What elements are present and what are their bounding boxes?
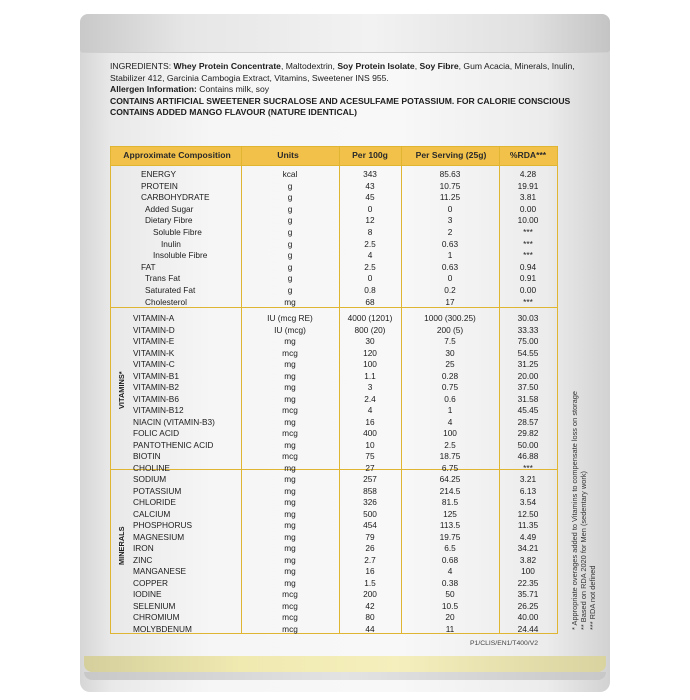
value-per-100g: 8 (367, 227, 373, 237)
value-rda: 75.00 (517, 336, 539, 346)
nutrient-unit: mg (284, 462, 296, 473)
value-per-100g: 2.5 (364, 238, 376, 249)
value-per-serving: 7.5 (444, 336, 456, 346)
value-rda: 4.49 (519, 531, 537, 542)
value-per-serving: 0.28 (441, 370, 459, 381)
value-per-serving: 4 (447, 416, 453, 427)
value-per-serving: 113.5 (439, 520, 461, 530)
value-per-100g: 100 (363, 359, 377, 369)
value-per-serving: 3 (447, 215, 453, 226)
minerals-group-label: MINERALS (117, 526, 126, 565)
value-rda: 20.00 (517, 370, 539, 381)
value-per-100g: 2.5 (364, 261, 376, 272)
value-rda: 37.50 (517, 382, 539, 392)
ingredients-text (110, 61, 580, 84)
nutrient-name: Saturated Fat (145, 285, 196, 295)
nutrient-unit: mg (284, 370, 296, 381)
nutrient-name: Inulin (161, 238, 181, 249)
value-per-100g: 75 (365, 451, 375, 461)
vitamins-group-label: VITAMINS* (117, 371, 126, 409)
nutrient-unit: mg (284, 485, 296, 496)
value-per-100g: 4000 (1201) (347, 313, 393, 323)
value-per-100g: 44 (365, 623, 375, 634)
nutrient-unit: mg (284, 508, 296, 519)
value-per-100g: 3 (367, 382, 373, 392)
nutrient-unit: g (287, 203, 293, 214)
value-per-serving: 0.38 (441, 577, 459, 588)
nutrient-unit: g (287, 180, 293, 191)
nutrient-name: VITAMIN-K (133, 347, 175, 358)
value-rda: *** (523, 296, 533, 307)
value-per-serving: 20 (445, 612, 455, 622)
nutrient-unit: mcg (282, 623, 298, 634)
section-divider (111, 307, 557, 308)
ingredients-block (110, 61, 580, 119)
nutrient-unit: g (287, 192, 293, 203)
value-per-100g: 26 (365, 543, 375, 553)
value-per-100g: 4 (367, 405, 373, 415)
nutrient-name: VITAMIN-C (133, 359, 175, 369)
value-per-serving: 81.5 (441, 497, 459, 507)
nutrient-name: VITAMIN-A (133, 313, 175, 323)
value-per-100g: 10 (365, 439, 375, 450)
nutrient-name: POTASSIUM (133, 485, 182, 496)
nutrient-unit: mcg (282, 428, 298, 438)
value-rda: 3.82 (519, 554, 537, 565)
value-rda: 31.25 (517, 359, 539, 369)
value-rda: 28.57 (517, 416, 539, 427)
value-per-serving: 2 (447, 227, 453, 237)
value-rda: 6.13 (519, 485, 537, 496)
value-per-100g: 27 (365, 462, 375, 473)
value-per-serving: 0.68 (441, 554, 459, 565)
value-per-100g: 68 (365, 296, 375, 307)
ingredient-fragment: Whey Protein Concentrate (173, 61, 281, 71)
can-bottom-band (84, 656, 606, 672)
value-rda: 40.00 (517, 612, 539, 622)
value-per-100g: 42 (365, 600, 375, 611)
nutrient-name: MAGNESIUM (133, 531, 185, 542)
nutrient-unit: g (287, 285, 293, 295)
value-per-serving: 0.63 (441, 261, 459, 272)
nutrient-name: ENERGY (141, 169, 177, 179)
value-per-100g: 16 (365, 416, 375, 427)
nutrient-unit: g (287, 227, 293, 237)
value-per-serving: 100 (443, 428, 457, 438)
nutrient-unit: mg (284, 543, 296, 553)
value-per-100g: 454 (363, 520, 377, 530)
nutrient-name: Trans Fat (145, 273, 181, 284)
nutrient-unit: mcg (282, 612, 298, 622)
nutrient-unit: mg (284, 296, 296, 307)
nutrient-name: IODINE (133, 589, 162, 599)
can-lid (80, 14, 610, 53)
value-per-100g: 2.4 (364, 393, 376, 404)
footnote-3: *** RDA not defined (588, 565, 597, 630)
value-per-serving: 6.75 (441, 462, 459, 473)
value-per-100g: 400 (363, 428, 377, 438)
ingredient-fragment: Soy Fibre (419, 61, 459, 71)
value-rda: 3.81 (519, 192, 537, 203)
value-rda: 30.03 (517, 313, 539, 323)
value-per-100g: 800 (20) (354, 324, 386, 335)
nutrient-name: PROTEIN (141, 180, 178, 191)
nutrient-name: NIACIN (VITAMIN-B3) (133, 416, 215, 427)
ingredient-fragment: , Maltodextrin, (280, 61, 338, 71)
value-per-serving: 19.75 (439, 531, 461, 542)
nutrient-name: SODIUM (133, 474, 167, 484)
nutrient-unit: kcal (282, 169, 298, 179)
nutrient-name: CHLORIDE (133, 497, 176, 507)
value-rda: 31.58 (517, 393, 539, 404)
value-per-serving: 11 (445, 623, 455, 634)
value-rda: 12.50 (517, 508, 539, 519)
nutrient-unit: mcg (282, 589, 298, 599)
nutrient-name: VITAMIN-D (133, 324, 175, 335)
value-per-serving: 11.25 (439, 192, 461, 203)
value-per-serving: 6.5 (444, 543, 456, 553)
allergen-label: Allergen Information: (110, 84, 197, 94)
value-rda: 4.28 (519, 169, 537, 179)
value-per-100g: 500 (363, 508, 377, 519)
nutrient-unit: mg (284, 359, 296, 369)
value-per-serving: 17 (445, 296, 455, 307)
nutrient-unit: mg (284, 497, 296, 507)
value-per-serving: 0.2 (444, 285, 456, 295)
value-per-serving: 214.5 (439, 485, 461, 496)
nutrient-name: VITAMIN-B1 (133, 370, 179, 381)
nutrient-name: PANTOTHENIC ACID (133, 439, 214, 450)
nutrient-unit: mg (284, 577, 296, 588)
nutrient-name: VITAMIN-E (133, 336, 175, 346)
value-per-serving: 18.75 (439, 451, 461, 461)
value-rda: 11.35 (517, 520, 539, 530)
value-per-100g: 343 (363, 169, 377, 179)
value-rda: 33.33 (517, 324, 539, 335)
value-per-100g: 12 (365, 215, 375, 226)
nutrient-name: ZINC (133, 554, 153, 565)
ingredient-fragment: , (414, 61, 420, 71)
value-per-100g: 858 (363, 485, 377, 496)
value-rda: 46.88 (517, 451, 539, 461)
value-rda: *** (523, 238, 533, 249)
header-divider (111, 165, 557, 166)
value-rda: 0.00 (519, 285, 537, 295)
nutrient-name: PHOSPHORUS (133, 520, 193, 530)
allergen-line (110, 84, 580, 96)
flavour-warning: CONTAINS ADDED MANGO FLAVOUR (NATURE IDENTICAL) (110, 107, 357, 117)
value-per-serving: 2.5 (444, 439, 456, 450)
nutrient-name: FOLIC ACID (133, 428, 180, 438)
nutrient-unit: IU (mcg) (274, 324, 306, 335)
value-per-serving: 1 (447, 250, 453, 261)
nutrient-name: BIOTIN (133, 451, 161, 461)
value-per-100g: 200 (363, 589, 377, 599)
nutrient-unit: mcg (282, 347, 298, 358)
value-rda: 29.82 (517, 428, 539, 438)
footnote-2: ** Based on RDA 2020 for Men (sedentary work) (579, 471, 588, 630)
value-per-serving: 0 (447, 273, 453, 284)
nutrient-name: Added Sugar (145, 203, 194, 214)
nutrient-name: MANGANESE (133, 566, 187, 576)
value-rda: 0.91 (519, 273, 537, 284)
value-per-100g: 79 (365, 531, 375, 542)
header-composition: Approximate Composition (123, 150, 231, 160)
nutrient-unit: mg (284, 416, 296, 427)
header-rda: %RDA*** (509, 150, 547, 160)
value-rda: *** (523, 227, 533, 237)
value-rda: 50.00 (517, 439, 539, 450)
value-per-100g: 2.7 (364, 554, 376, 565)
value-per-serving: 85.63 (439, 169, 461, 179)
value-per-100g: 0 (367, 273, 373, 284)
nutrient-unit: mg (284, 520, 296, 530)
value-per-serving: 0.6 (444, 393, 456, 404)
nutrient-name: VITAMIN-B12 (133, 405, 184, 415)
value-per-serving: 4 (447, 566, 453, 576)
value-per-serving: 30 (445, 347, 455, 358)
value-per-100g: 326 (363, 497, 377, 507)
header-units: Units (277, 150, 299, 160)
value-per-serving: 1000 (300.25) (424, 313, 476, 323)
nutrient-unit: g (287, 215, 293, 226)
nutrient-name: COPPER (133, 577, 169, 588)
value-per-serving: 10.75 (439, 180, 461, 191)
nutrient-unit: mcg (282, 600, 298, 611)
sweetener-warning: CONTAINS ARTIFICIAL SWEETENER SUCRALOSE AND ACESULFAME POTASSIUM. FOR CALORIE CONSCIOUS (110, 95, 571, 106)
value-rda: 34.21 (517, 543, 539, 553)
nutrient-unit: g (287, 238, 293, 249)
header-per100g: Per 100g (352, 150, 388, 160)
value-per-100g: 1.1 (364, 370, 376, 381)
ingredient-fragment: Soy Protein Isolate (337, 61, 415, 71)
value-per-serving: 125 (443, 508, 457, 519)
allergen-text: Contains milk, soy (196, 84, 270, 94)
value-rda: 45.45 (517, 405, 539, 415)
value-rda: 54.55 (517, 347, 539, 358)
nutrient-unit: mg (284, 566, 296, 576)
value-per-100g: 0 (367, 203, 373, 214)
nutrient-name: SELENIUM (133, 600, 176, 611)
value-rda: *** (523, 250, 533, 261)
nutrient-name: Dietary Fibre (145, 215, 193, 226)
value-rda: 19.91 (517, 180, 539, 191)
nutrient-unit: mg (284, 439, 296, 450)
value-rda: 3.21 (519, 474, 537, 484)
value-per-serving: 1 (447, 405, 453, 415)
value-per-serving: 200 (5) (436, 324, 464, 335)
nutrient-name: Insoluble Fibre (153, 250, 208, 261)
value-per-100g: 80 (365, 612, 375, 622)
value-per-serving: 0.75 (441, 382, 459, 392)
value-per-100g: 16 (365, 566, 375, 576)
value-rda: 3.54 (519, 497, 537, 507)
nutrient-unit: mg (284, 474, 296, 484)
value-per-serving: 25 (445, 359, 455, 369)
value-per-100g: 30 (365, 336, 375, 346)
nutrient-name: IRON (133, 543, 154, 553)
nutrient-unit: g (287, 273, 293, 284)
value-rda: 10.00 (517, 215, 539, 226)
value-per-100g: 0.8 (364, 285, 376, 295)
nutrient-name: VITAMIN-B2 (133, 382, 179, 392)
value-per-serving: 64.25 (439, 474, 461, 484)
nutrient-unit: mg (284, 554, 296, 565)
nutrient-unit: mg (284, 531, 296, 542)
value-per-100g: 257 (363, 474, 377, 484)
value-per-serving: 0.63 (441, 238, 459, 249)
nutrient-unit: mg (284, 393, 296, 404)
nutrient-unit: IU (mcg RE) (267, 313, 313, 323)
nutrient-unit: mcg (282, 451, 298, 461)
nutrient-name: CHROMIUM (133, 612, 180, 622)
can-bottom-rim (84, 672, 606, 680)
value-per-serving: 50 (445, 589, 455, 599)
nutrient-unit: g (287, 261, 293, 272)
nutrient-name: CARBOHYDRATE (141, 192, 210, 203)
value-per-100g: 45 (365, 192, 375, 203)
value-rda: 24.44 (517, 623, 539, 634)
nutrient-name: VITAMIN-B6 (133, 393, 179, 404)
ingredient-fragment: , Gum Acacia, Minerals, Inulin, Stabilizer 412, Garcinia Cambogia Extract, Vitamins, Sweetener INS 955. (110, 61, 575, 83)
value-per-100g: 120 (363, 347, 377, 358)
nutrient-name: CHOLINE (133, 462, 170, 473)
nutrition-table (110, 146, 558, 634)
ingredients-list (110, 61, 575, 83)
value-rda: 22.35 (517, 577, 539, 588)
ingredients-label: INGREDIENTS: (110, 61, 172, 71)
value-rda: 35.71 (517, 589, 539, 599)
value-per-100g: 4 (367, 250, 373, 261)
value-per-serving: 10.5 (441, 600, 459, 611)
value-per-serving: 0 (447, 203, 453, 214)
value-rda: *** (523, 462, 533, 473)
nutrient-name: Soluble Fibre (153, 227, 202, 237)
nutrient-name: FAT (141, 261, 156, 272)
value-rda: 26.25 (517, 600, 539, 611)
value-per-100g: 43 (365, 180, 375, 191)
value-rda: 100 (521, 566, 535, 576)
nutrient-unit: mcg (282, 405, 298, 415)
footnote-1: * Appropriate overages added to Vitamins to compensate loss on storage (570, 391, 579, 630)
nutrient-name: CALCIUM (133, 508, 171, 519)
value-rda: 0.00 (519, 203, 537, 214)
nutrient-unit: mg (284, 336, 296, 346)
print-code: P1/CLIS/EN1/T400/V2 (470, 640, 539, 647)
nutrient-unit: mg (284, 382, 296, 392)
nutrient-name: MOLYBDENUM (133, 623, 192, 634)
header-perserving: Per Serving (25g) (415, 150, 487, 160)
footnotes (570, 391, 597, 630)
nutrient-name: Cholesterol (145, 296, 187, 307)
value-per-100g: 1.5 (364, 577, 376, 588)
value-rda: 0.94 (519, 261, 537, 272)
nutrient-unit: g (287, 250, 293, 261)
